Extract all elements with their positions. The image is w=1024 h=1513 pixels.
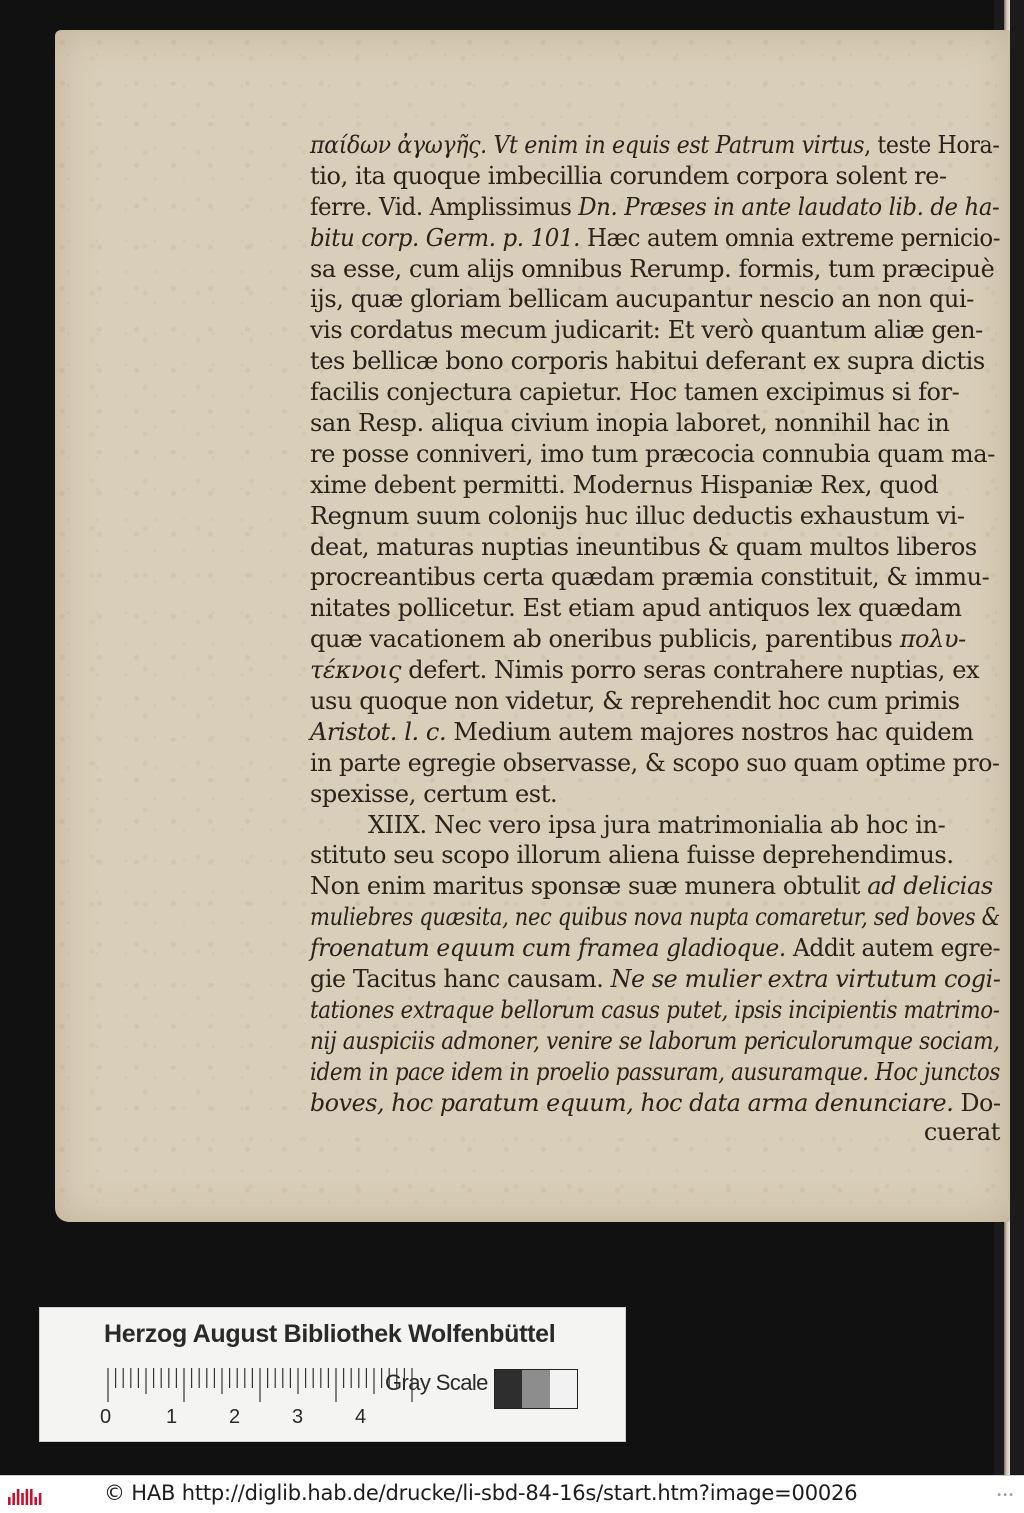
text-run: muliebres quæsita, nec quibus nova nupta comaretur, sed boves & (310, 903, 1000, 932)
gray-scale-label: Gray Scale (385, 1370, 488, 1395)
text-run: stituto seu scopo illorum aliena fuisse deprehendimus. (310, 841, 954, 870)
text-line (310, 779, 1000, 810)
text-run: boves, hoc paratum equum, hoc data arma denunciare. (310, 1088, 954, 1117)
text-run: παίδων ἀγωγῆς. (310, 131, 494, 159)
text-line (310, 810, 1000, 841)
ruler-number-2: 2 (229, 1406, 241, 1428)
logo-bar (21, 1493, 24, 1505)
swatch-mid (522, 1370, 549, 1408)
text-line (310, 995, 1000, 1026)
text-run: defert. Nimis porro seras contrahere nuptias, ex (401, 656, 980, 685)
catchword: cuerat (923, 1118, 1000, 1146)
text-line (310, 192, 1000, 223)
text-run: spexisse, certum est. (310, 779, 558, 808)
ruler-number-3: 3 (292, 1406, 304, 1428)
text-line (310, 933, 1001, 964)
page-text (310, 130, 1000, 1119)
text-line (310, 655, 1000, 686)
text-run: ferre. Vid. Amplissimus (310, 192, 579, 221)
text-line (310, 562, 1000, 593)
text-run: quæ vacationem ab oneribus publicis, parentibus (310, 625, 900, 654)
text-line (310, 1088, 1001, 1119)
text-run: πολυ- (899, 625, 966, 654)
text-run: Non enim maritus sponsæ suæ munera obtulit (310, 872, 868, 901)
text-run: usu quoque non videtur, & reprehendit hoc cum primis (310, 687, 960, 716)
text-line (310, 532, 1000, 563)
ruler-number-0: 0 (100, 1406, 112, 1428)
text-run: ad delicias (867, 872, 993, 901)
text-run: , teste Hora- (864, 131, 1000, 159)
more-icon[interactable]: ••• (996, 1490, 1014, 1501)
copyright-url-text: © HAB http://diglib.hab.de/drucke/li-sbd-84-16s/start.htm?image=00026 (104, 1481, 858, 1505)
logo-bar (8, 1497, 11, 1505)
text-run: Regnum suum colonijs huc illuc deductis exhaustum vi- (310, 501, 965, 530)
text-line (310, 1026, 1000, 1057)
text-line (310, 470, 1000, 501)
text-line (310, 840, 1000, 871)
text-run: deat, maturas nuptias ineuntibus & quam multos liberos (310, 532, 977, 561)
text-run: gie Tacitus hanc causam. (310, 965, 611, 994)
ruler-number-1: 1 (166, 1406, 178, 1428)
text-line (310, 346, 1000, 377)
text-run: in parte egregie observasse, & scopo suo quam optime pro- (310, 748, 1000, 777)
text-run: procreantibus certa quædam præmia constituit, & immu- (310, 563, 990, 592)
text-run: idem in pace idem in proelio passuram, ausuramque. Hoc junctos (310, 1057, 1001, 1086)
text-line (310, 254, 1000, 285)
text-line (310, 686, 1000, 717)
text-line (310, 902, 1000, 933)
text-line (310, 624, 1000, 655)
text-run: xime debent permitti. Modernus Hispaniæ Rex, quod (310, 470, 939, 499)
logo-bar (39, 1493, 42, 1505)
logo-bar (12, 1493, 15, 1505)
swatch-dark (495, 1370, 522, 1408)
text-run: froenatum equum cum framea gladioque. (310, 934, 786, 963)
text-run: bitu corp. Germ. p. 101. (310, 223, 581, 252)
text-run: tes bellicæ bono corporis habitui deferant ex supra dictis (310, 347, 985, 376)
hab-logo-icon (6, 1485, 44, 1505)
text-run: tio, ita quoque imbecillia corundem corpora solent re- (310, 161, 947, 190)
text-line (310, 593, 1000, 624)
text-run: Hæc autem omnia extreme pernicio- (580, 223, 1001, 252)
library-label-card (40, 1308, 625, 1441)
ruler-number-4: 4 (355, 1406, 367, 1428)
text-run: re posse conniveri, imo tum præcocia connubia quam ma- (310, 439, 995, 468)
text-run: san Resp. aliqua civium inopia laboret, nonnihil hac in (310, 409, 950, 438)
logo-bar (17, 1489, 20, 1505)
text-line (310, 439, 1000, 470)
text-run: facilis conjectura capietur. Hoc tamen excipimus si for- (310, 378, 960, 407)
text-line (310, 315, 1000, 346)
text-line (310, 377, 1000, 408)
swatch-light (550, 1370, 577, 1408)
text-run: Ne se mulier extra virtutum cogi- (610, 965, 1001, 994)
text-line (310, 284, 1000, 315)
footer-bar (0, 1475, 1024, 1513)
text-run: Vt enim in equis est Patrum virtus (493, 131, 865, 159)
logo-bar (34, 1497, 37, 1505)
text-line (310, 501, 1000, 532)
text-line (310, 748, 1000, 779)
text-run: Medium autem majores nostros hac quidem (446, 717, 974, 746)
text-line (310, 871, 1000, 902)
scanned-page (55, 30, 1010, 1222)
text-line (310, 130, 1000, 161)
text-run: XIIX. Nec vero ipsa jura matrimonialia ab hoc in- (368, 810, 946, 839)
text-line (310, 223, 1001, 254)
text-line (310, 1057, 1001, 1088)
text-run: sa esse, cum alijs omnibus Rerump. formis, tum præcipuè (310, 254, 995, 283)
text-run: nij auspiciis admoner, venire se laborum periculorumque sociam, (310, 1026, 1000, 1055)
text-run: nitates pollicetur. Est etiam apud antiquos lex quædam (310, 594, 962, 623)
text-run: tationes extraque bellorum casus putet, ipsis incipientis matrimo- (310, 995, 1000, 1024)
text-run: Do- (953, 1088, 1001, 1117)
text-line (310, 964, 1001, 995)
text-run: ijs, quæ gloriam bellicam aucupantur nescio an non qui- (310, 285, 974, 314)
text-run: Addit autem egre- (785, 934, 1001, 963)
text-run: vis cordatus mecum judicarit: Et verò quantum aliæ gen- (310, 316, 983, 345)
text-line (310, 717, 1000, 748)
text-run: τέκνοις (310, 656, 401, 685)
ruler-scale (104, 1368, 414, 1404)
text-run: Aristot. l. c. (310, 717, 447, 746)
logo-bar (26, 1489, 29, 1505)
text-line (310, 161, 1000, 192)
text-line (310, 408, 1000, 439)
text-run: Dn. Præses in ante laudato lib. de ha- (578, 192, 1000, 221)
logo-bar (30, 1489, 33, 1505)
institution-name: Herzog August Bibliothek Wolfenbüttel (104, 1320, 556, 1348)
gray-scale-swatches (494, 1369, 578, 1409)
